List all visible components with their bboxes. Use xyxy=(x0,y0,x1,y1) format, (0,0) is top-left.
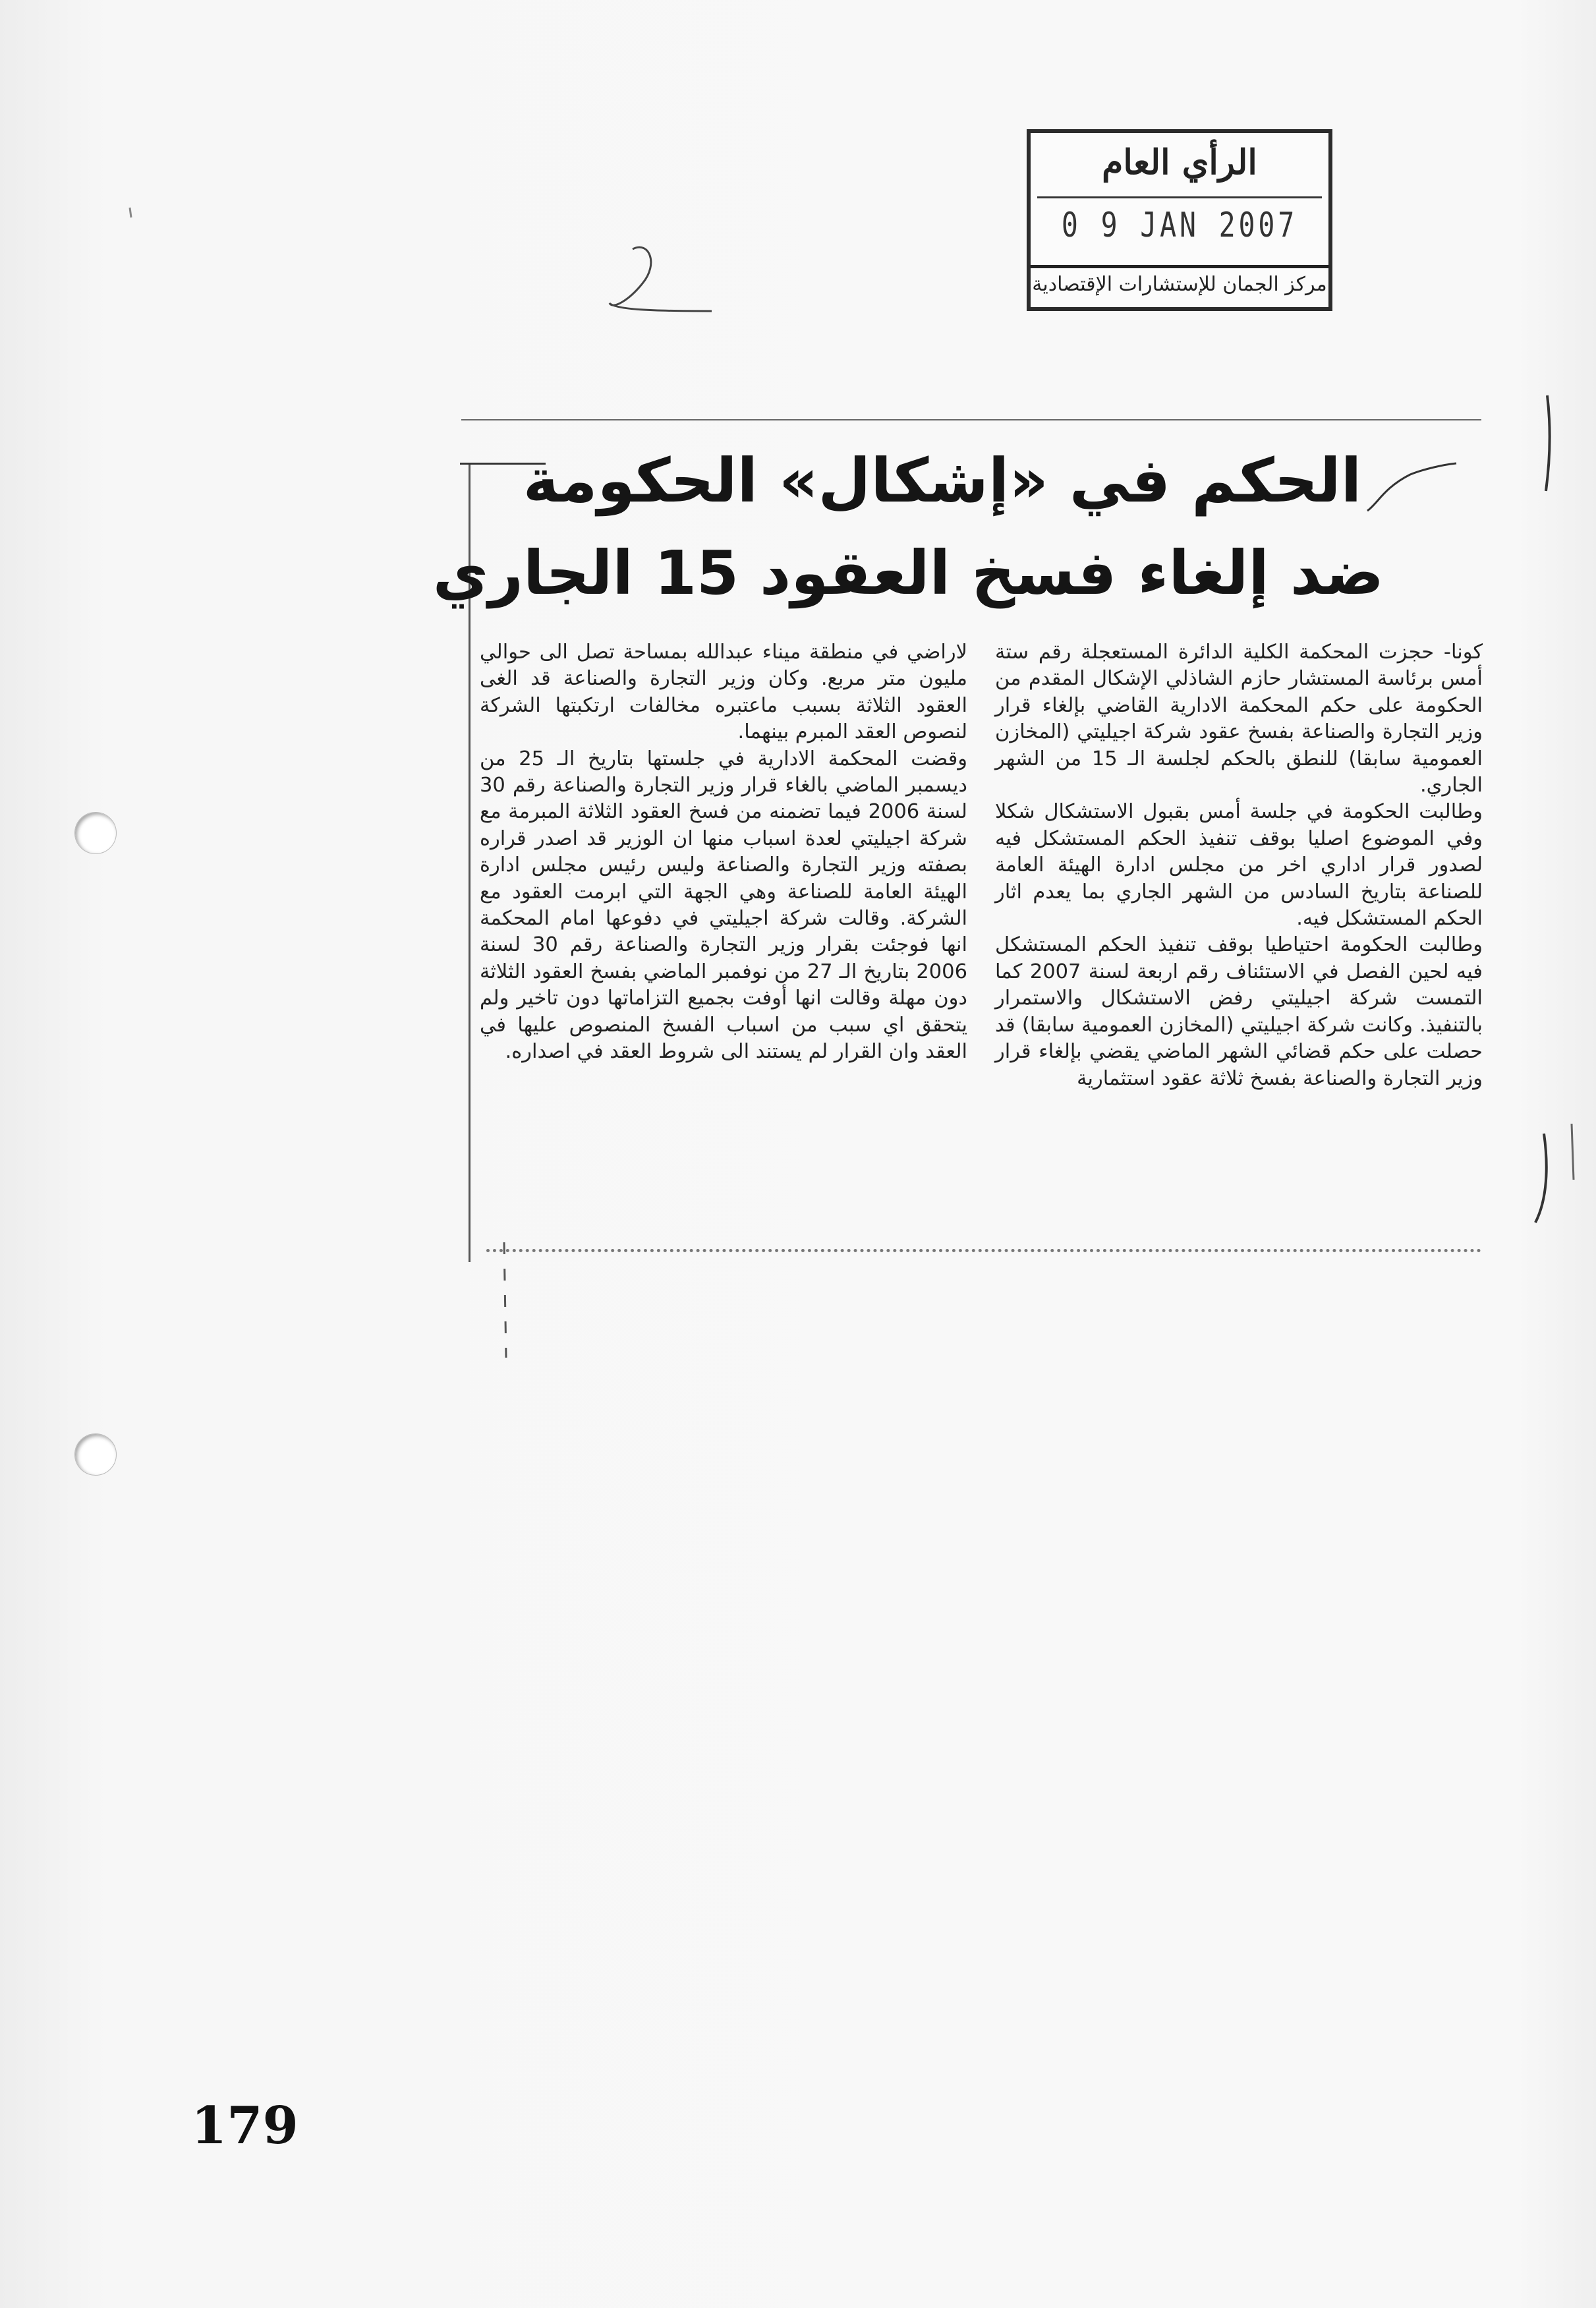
stamp-rule xyxy=(1037,196,1322,198)
newspaper-stamp xyxy=(1027,129,1332,311)
stamp-date: 0 9 JAN 2007 xyxy=(1061,206,1298,245)
article-headline xyxy=(432,435,1384,620)
headline-line-1: الحكم في «إشكال» الحكومة xyxy=(523,446,1362,516)
article-column-right: كونا- حجزت المحكمة الكلية الدائرة المستعجلة رقم ستة أمس برئاسة المستشار حازم الشاذلي الإشكال المقدم من الحكومة على حكم المحكمة الادارية القاضي بإلغاء قرار وزير التجارة والصناعة بفسخ عقود شركة اجيليتي (المخازن العمومية سابقا) للنطق بالحكم لجلسة الـ 15 من الشهر الجاري. وطالبت الحكومة في جلسة أمس بقبول الاستشكال شكلا وفي الموضوع اصليا بوقف تنفيذ الحكم المستشكل فيه لصدور قرار اداري اخر من مجلس ادارة الهيئة العامة للصناعة بتاريخ السادس من الشهر الجاري بما يعدم اثار الحكم المستشكل فيه. وطالبت الحكومة احتياطيا بوقف تنفيذ الحكم المستشكل فيه لحين الفصل في الاستئناف رقم اربعة لسنة 2007 كما التمست شركة اجيليتي رفض الاستشكال والاستمرار بالتنفيذ. وكانت شركة اجيليتي (المخازن العمومية سابقا) قد حصلت على حكم قضائي الشهر الماضي يقضي بإلغاء قرار وزير التجارة والصناعة بفسخ ثلاثة عقود استثمارية xyxy=(995,641,1483,1090)
article-column-left: لاراضي في منطقة ميناء عبدالله بمساحة تصل الى حوالي مليون متر مربع. وكان وزير التجارة والصناعة قد الغى العقود الثلاثة بسبب ماعتبره مخالفات ارتكبتها الشركة لنصوص العقد المبرم بينهما. وقضت المحكمة الادارية في جلستها بتاريخ الـ 25 من ديسمبر الماضي بالغاء قرار وزير التجارة والصناعة رقم 30 لسنة 2006 فيما تضمنه من فسخ العقود الثلاثة المبرمة مع شركة اجيليتي لعدة اسباب منها ان الوزير قد اصدر قراره بصفته وزير التجارة والصناعة وليس رئيس مجلس ادارة الهيئة العامة للصناعة وهي الجهة التي ابرمت العقود مع الشركة. وقالت شركة اجيليتي في دفوعها امام المحكمة انها فوجئت بقرار وزير التجارة والصناعة رقم 30 لسنة 2006 بتاريخ الـ 27 من نوفمبر الماضي بفسخ العقود الثلاثة دون مهلة وقالت انها أوفت بجميع التزاماتها دون تاخير ولم يتحقق اي سبب من اسباب الفسخ المنصوص عليها في العقد وان القرار لم يستند الى شروط العقد في اصداره. xyxy=(480,641,968,1064)
stamp-organization: مركز الجمان للإستشارات الإقتصادية xyxy=(1032,273,1327,296)
article-top-rule xyxy=(461,419,1481,420)
headline-line-2: ضد إلغاء فسخ العقود 15 الجاري xyxy=(432,538,1384,608)
stamp-rule xyxy=(1031,265,1328,268)
binder-hole-top xyxy=(74,812,117,854)
binder-hole-bottom xyxy=(74,1433,117,1476)
page-number: 179 xyxy=(191,2096,299,2156)
stamp-newspaper-logo: الرأي العام xyxy=(1102,142,1257,183)
article-bottom-rule xyxy=(486,1249,1481,1252)
